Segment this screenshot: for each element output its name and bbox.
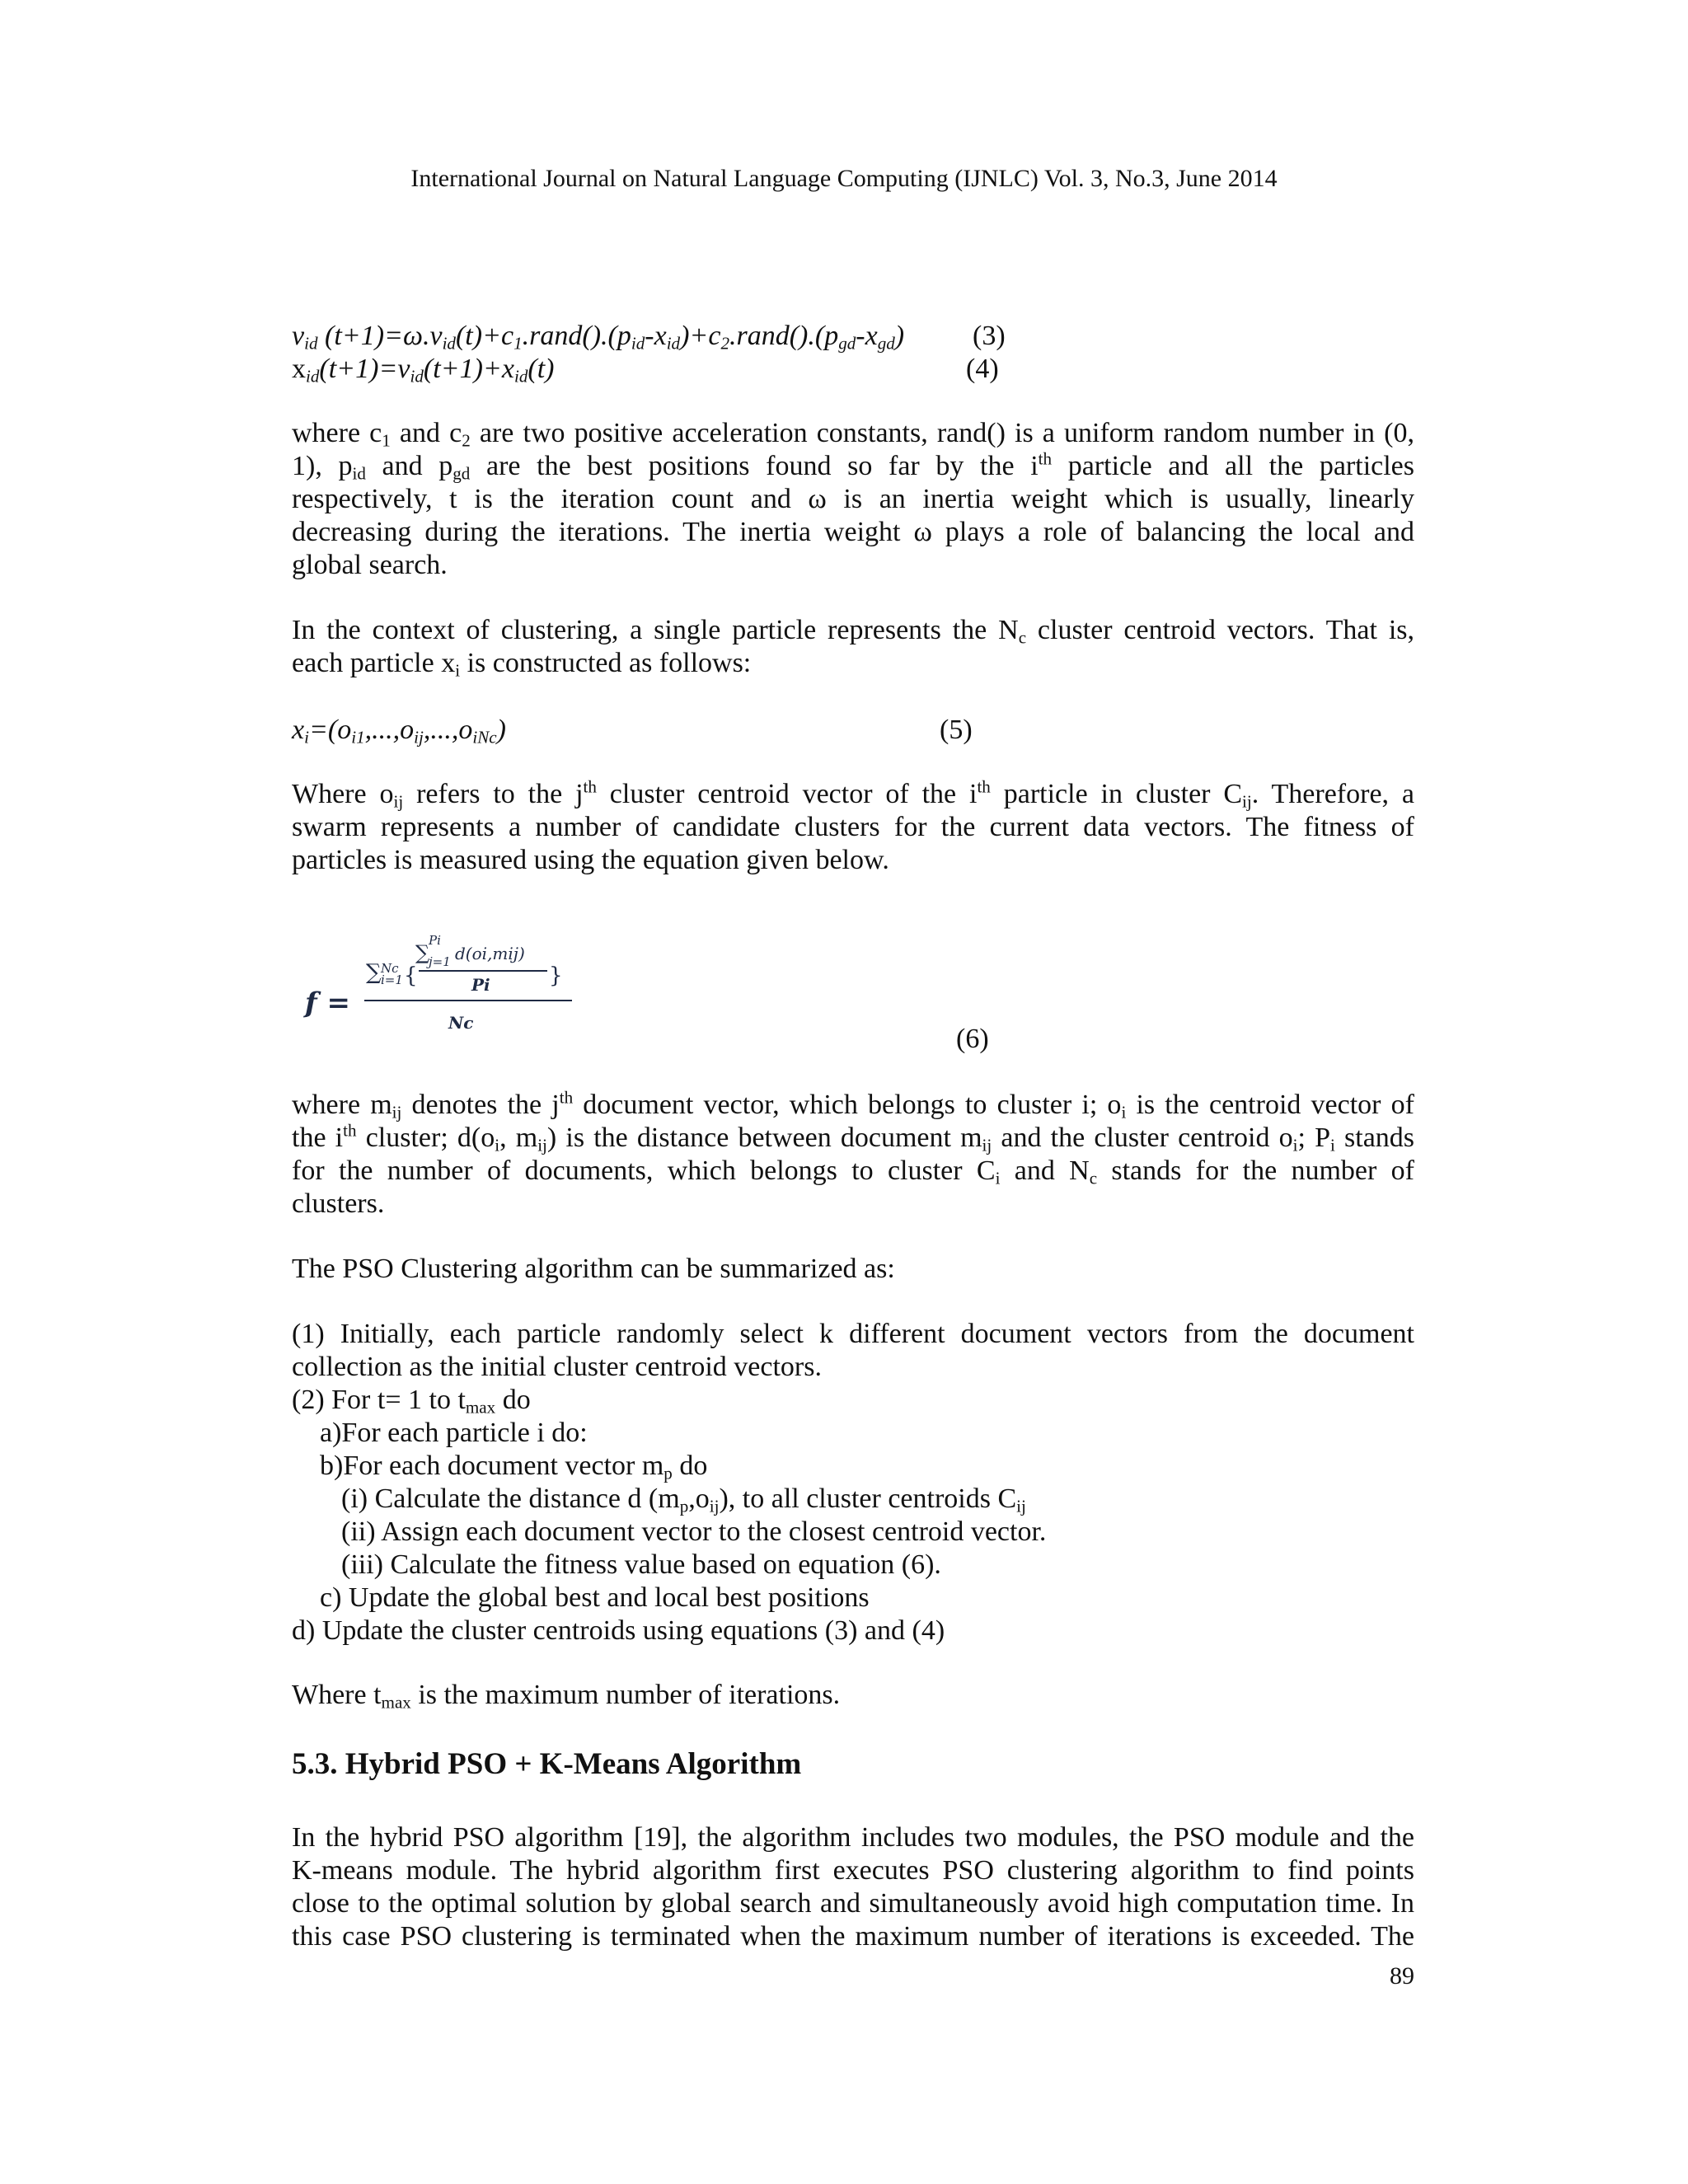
algorithm-step-d: d) Update the cluster centroids using equations (3) and (4) [292, 1615, 945, 1646]
equation-4-number: (4) [966, 354, 999, 384]
outer-denominator: Nc [448, 1013, 474, 1033]
algorithm-step-b: b)For each document vector $m_p$ do [320, 1451, 708, 1483]
text-line: the $i^{th}$ cluster; $d(o_i$, $m_{ij}$) is the distance between document $m_{ij}$ and the cluster centroid $o_i$; $P_i$ stands [292, 1120, 1415, 1155]
text-line: where $c_1$ and $c_2$ are two positive acceleration constants, rand() is a uniform random number in (0, [292, 418, 1414, 451]
fitness-formula-graphic [303, 930, 575, 1037]
paragraph-swarm [292, 778, 1414, 877]
formula-lhs: f = [305, 987, 350, 1019]
text-line: K-means module. The hybrid algorithm first executes PSO clustering algorithm to find points [292, 1855, 1414, 1886]
inner-sum-symbol: ∑ [415, 941, 430, 964]
paragraph-hybrid-pso [292, 1821, 1414, 1953]
inner-sum-lower: j=1 [429, 954, 451, 969]
paragraph-tmax-definition: Where $t_{max}$ is the maximum number of iterations. [292, 1680, 841, 1713]
inner-term: d(oi,mij) [455, 944, 525, 963]
paragraph-fitness-explanation [292, 1089, 1414, 1221]
journal-header: International Journal on Natural Language Computing (IJNLC) Vol. 3, No.3, June 2014 [410, 165, 1278, 192]
paragraph-velocity-explanation [292, 417, 1414, 582]
close-brace: } [549, 963, 563, 988]
text-line: this case PSO clustering is terminated when the maximum number of iterations is exceeded. The [292, 1921, 1414, 1952]
equation-5-number: (5) [940, 715, 973, 745]
outer-sum-symbol: ∑ [366, 960, 382, 985]
algorithm-step-c: c) Update the global best and local best positions [320, 1582, 870, 1613]
equation-3: $v_{id}$ $(t+1)=\omega.v_{id}(t)+c_1.rand().(p_{id}-x_{id})+c_2.rand().(p_{gd}-x_{gd})$ [292, 321, 905, 354]
equation-5: $x_i=(o_{i1},...,o_{ij},...,o_{iNc})$ [292, 715, 506, 748]
equation-6-formula [303, 930, 575, 1037]
text-line: where $m_{ij}$ denotes the $j^{th}$ document vector, which belongs to cluster i; $o_i$ is the centroid vector of [292, 1087, 1414, 1122]
outer-sum-upper: Nc [381, 961, 399, 976]
text-line: swarm represents a number of candidate clusters for the current data vectors. The fitness of [292, 812, 1414, 842]
equation-6-number: (6) [956, 1024, 989, 1054]
text-line: respectively, t is the iteration count and ω is an inertia weight which is usually, linearly [292, 484, 1414, 514]
algorithm-step-1-line-1: (1) Initially, each particle randomly select k different document vectors from the document [292, 1319, 1414, 1349]
text-line: global search. [292, 550, 448, 580]
inner-sum-upper: Pi [429, 933, 441, 948]
algorithm-step-b-iii: (iii) Calculate the fitness value based on equation (6). [341, 1549, 941, 1580]
equation-4: $x_{id}(t+1)=v_{id}(t+1)+x_{id}(t)$ [292, 354, 555, 387]
outer-sum-lower: i=1 [381, 972, 403, 987]
algorithm-step-1-line-2: collection as the initial cluster centroid vectors. [292, 1352, 822, 1382]
algorithm-steps [292, 1318, 1414, 1647]
section-heading: 5.3. Hybrid PSO + K-Means Algorithm [292, 1747, 802, 1781]
algorithm-step-b-i: (i) Calculate the distance d $(m_p,o_{ij})$, to all cluster centroids $C_{ij}$ [341, 1483, 1026, 1516]
text-line: decreasing during the iterations. The inertia weight ω plays a role of balancing the local and [292, 517, 1414, 547]
text-line: for the number of documents, which belongs to cluster $C_i$ and $N_c$ stands for the number of [292, 1155, 1414, 1188]
page-number: 89 [1390, 1962, 1414, 1990]
algorithm-step-b-ii: (ii) Assign each document vector to the closest centroid vector. [341, 1516, 1047, 1547]
text-line: particles is measured using the equation given below. [292, 845, 889, 875]
text-line: each particle $x_i$ is constructed as follows: [292, 648, 752, 681]
text-line: close to the optimal solution by global search and simultaneously avoid high computation time. In [292, 1888, 1414, 1919]
text-line: In the hybrid PSO algorithm [19], the algorithm includes two modules, the PSO module and the [292, 1822, 1414, 1853]
text-line: clusters. [292, 1188, 385, 1219]
text-line: In the context of clustering, a single particle represents the $N_c$ cluster centroid vectors. That is, [292, 615, 1414, 648]
equation-3-number: (3) [973, 321, 1006, 351]
open-brace: { [404, 963, 418, 988]
algorithm-step-a: a)For each particle i do: [320, 1418, 588, 1448]
text-line: Where $o_{ij}$ refers to the $j^{th}$ cluster centroid vector of the $i^{th}$ particle in cluster $C_{ij}$. Therefore, a [292, 776, 1414, 812]
inner-denominator: Pi [471, 975, 490, 995]
paragraph-clustering-context [292, 614, 1414, 680]
paragraph-algorithm-intro: The PSO Clustering algorithm can be summarized as: [292, 1254, 895, 1284]
algorithm-step-2: (2) For t= 1 to $t_{max}$ do [292, 1385, 531, 1418]
text-line: 1), $p_{id}$ and $p_{gd}$ are the best positions found so far by the $i^{th}$ particle and all the particles [292, 448, 1415, 484]
